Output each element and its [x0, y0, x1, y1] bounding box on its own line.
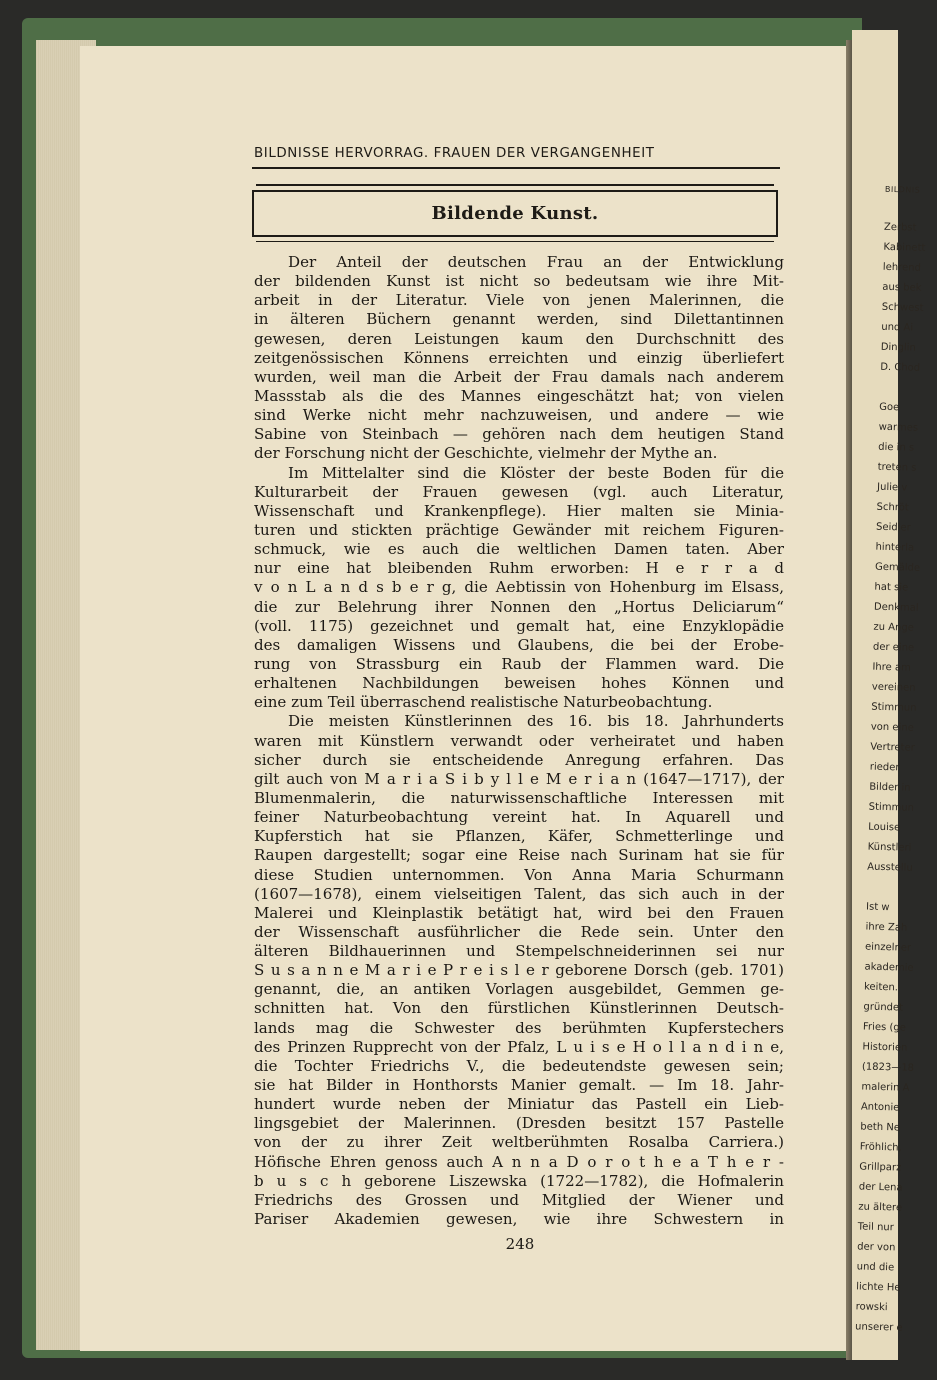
adjacent-page-line: rowski — [855, 1301, 888, 1314]
text-line: Massstab als die des Mannes eingeschätzt hat; von vielen — [254, 386, 784, 405]
text-line: Der Anteil der deutschen Frau an der Entwicklung — [288, 253, 784, 271]
adjacent-page-line: keiten. — [863, 981, 899, 994]
adjacent-page-line: aus bek — [882, 281, 922, 294]
text-line: feiner Naturbeobachtung vereint hat. In Aquarell und — [254, 808, 784, 827]
adjacent-page-line: vereinen — [871, 681, 916, 694]
adjacent-page-line: einzelner — [864, 941, 912, 954]
text-line: schnitten hat. Von den fürstlichen Künstlerinnen Deutsch- — [254, 999, 784, 1018]
adjacent-page-line: Fries (ge — [862, 1021, 906, 1034]
adjacent-page-line: akademie — [864, 961, 914, 974]
adjacent-page-line: Gemälde — [874, 561, 921, 574]
adjacent-page-line: malerin A — [861, 1081, 910, 1094]
text-line: (voll. 1175) gezeichnet und gemalt hat, eine Enzyklopädie — [254, 616, 784, 635]
adjacent-page-line: von eine — [870, 721, 914, 734]
adjacent-page-line: Künstleri — [867, 841, 912, 854]
text-line: Malerei und Kleinplastik betätigt hat, wird bei den Frauen — [254, 903, 784, 922]
text-line: Kupferstich hat sie Pflanzen, Käfer, Schmetterlinge und — [254, 827, 784, 846]
adjacent-page-line: Ihre am — [872, 661, 911, 674]
text-line: Sabine von Steinbach — gehören nach dem heutigen Stand — [254, 425, 784, 444]
text-line: genannt, die, an antiken Vorlagen ausgebildet, Gemmen ge- — [254, 980, 784, 999]
adjacent-page-line: Stimmun — [871, 701, 917, 714]
adjacent-page-line: Goe — [879, 401, 900, 414]
adjacent-page-line: hinterla — [875, 541, 915, 554]
adjacent-page-line: Schröt — [876, 501, 909, 514]
text-line: turen und stickten prächtige Gewänder mit reichem Figuren- — [254, 520, 784, 539]
text-line: zeitgenössischen Könnens erreichten und einzig überliefert — [254, 348, 784, 367]
adjacent-page-line: Grillparz — [859, 1161, 902, 1174]
adjacent-page-line: Ist w — [865, 901, 890, 914]
adjacent-page-text — [854, 180, 926, 1338]
text-line: von der zu ihrer Zeit weltberühmten Rosalba Carriera.) — [254, 1133, 784, 1152]
adjacent-page-line: lehrend — [882, 261, 922, 274]
header-rule — [252, 167, 780, 169]
adjacent-page-line: ihre Zah — [865, 921, 908, 934]
adjacent-page-line: Historien — [862, 1041, 908, 1054]
text-line: Raupen dargestellt; sogar eine Reise nach Surinam hat sie für — [254, 846, 784, 865]
adjacent-page-line: Seidler — [875, 521, 911, 534]
adjacent-page-line: (1823—18 — [861, 1061, 915, 1074]
text-line: eine zum Teil überraschend realistische Naturbeobachtung. — [254, 693, 713, 712]
adjacent-page-line: und die — [856, 1261, 895, 1274]
adjacent-page — [852, 30, 926, 1360]
text-line: S u s a n n e M a r i e P r e i s l e r geborene Dorsch (geb. 1701) — [254, 961, 784, 980]
adjacent-page-line: Vertreter — [870, 741, 915, 754]
text-line: Kulturarbeit der Frauen gewesen (vgl. auch Literatur, — [254, 482, 784, 501]
text-line: nur eine hat bleibenden Ruhm erworben: H e r r a d — [254, 559, 784, 578]
adjacent-page-line: D. Chod — [880, 361, 921, 374]
text-line: gilt auch von M a r i a S i b y l l e M e r i a n (1647—1717), der — [254, 769, 784, 788]
adjacent-page-line — [866, 878, 897, 899]
text-line: in älteren Büchern genannt werden, sind Dilettantinnen — [254, 310, 784, 329]
text-line: sind Werke nicht mehr nachzuweisen, und andere — wie — [254, 406, 784, 425]
adjacent-page-line — [879, 378, 910, 399]
adjacent-page-line: Julie v — [876, 481, 908, 494]
adjacent-page-line: beth Ne — [860, 1121, 901, 1134]
adjacent-page-line: Stimmun — [868, 801, 915, 814]
adjacent-page-line: Kabinett — [883, 241, 926, 254]
page-number: 248 — [505, 1235, 535, 1253]
adjacent-page-line: der eine — [872, 641, 915, 654]
section-title-box — [252, 190, 778, 237]
text-line: diese Studien unternommen. Von Anna Maria Schurmann — [254, 865, 784, 884]
text-line: Die meisten Künstlerinnen des 16. bis 18. Jahrhunderts — [288, 712, 784, 731]
adjacent-page-line: Zerbst — [883, 221, 917, 234]
adjacent-page-line: die in s — [878, 441, 915, 454]
text-line: sie hat Bilder in Honthorsts Manier gemalt. — Im 18. Jahr- — [254, 1076, 784, 1095]
text-line: der Forschung nicht der Geschichte, vielmehr der Mythe an. — [254, 444, 718, 463]
text-line: die zur Belehrung ihrer Nonnen den „Hortus Deliciarum“ — [254, 597, 784, 616]
adjacent-page-header: BILDNIS — [884, 184, 921, 195]
text-line: Friedrichs des Grossen und Mitglied der Wiener und — [254, 1190, 784, 1209]
adjacent-page-line: Fröhlich, — [859, 1141, 902, 1154]
adjacent-page-line: rieder — [869, 761, 900, 774]
text-line: hundert wurde neben der Miniatur das Pastell ein Lieb- — [254, 1095, 784, 1114]
text-line: die Tochter Friedrichs V., die bedeutendste gewesen sein; — [254, 1056, 784, 1075]
adjacent-page-line: der von — [857, 1241, 896, 1254]
adjacent-page-line: hat sie — [874, 581, 909, 594]
body-text — [254, 253, 784, 1229]
text-line: schmuck, wie es auch die weltlichen Damen taten. Aber — [254, 540, 784, 559]
adjacent-page-line: zu Ange — [873, 621, 915, 634]
text-line: lands mag die Schwester des berühmten Kupferstechers — [254, 1018, 784, 1037]
text-line: erhaltenen Nachbildungen beweisen hohes Können und — [254, 674, 784, 693]
section-title: Bildende Kunst. — [431, 203, 599, 224]
text-line: Wissenschaft und Krankenpflege). Hier malten sie Minia- — [254, 501, 784, 520]
text-line: älteren Bildhauerinnen und Stempelschneiderinnen sei nur — [254, 942, 784, 961]
text-line: Im Mittelalter sind die Klöster der beste Boden für die — [288, 463, 784, 482]
running-header: BILDNISSE HERVORRAG. FRAUEN DER VERGANGENHEIT — [254, 146, 655, 161]
text-line: der Wissenschaft ausführlicher die Rede sein. Unter den — [254, 922, 784, 941]
text-line: Höfische Ehren genoss auch A n n a D o r o t h e a T h e r - — [254, 1152, 784, 1171]
text-line: Pariser Akademien gewesen, wie ihre Schwestern in — [254, 1210, 784, 1229]
adjacent-page-line: der Lena — [858, 1181, 903, 1194]
adjacent-page-line: Bilder in — [869, 781, 911, 794]
adjacent-page-line: Antonie — [860, 1101, 900, 1114]
adjacent-page-line: Denkmal — [873, 601, 919, 614]
text-line: gewesen, deren Leistungen kaum den Durchschnitt des — [254, 329, 784, 348]
adjacent-page-line: Teil nur — [857, 1221, 894, 1234]
text-line: v o n L a n d s b e r g, die Aebtissin von Hohenburg im Elsass, — [254, 578, 784, 597]
text-line: (1607—1678), einem vielseitigen Talent, das sich auch in der — [254, 884, 784, 903]
text-line: sicher durch sie entscheidende Anregung erfahren. Das — [254, 750, 784, 769]
text-line: b u s c h geborene Liszewska (1722—1782), die Hofmalerin — [254, 1171, 784, 1190]
adjacent-page-line: warmes — [878, 421, 919, 434]
text-line: wurden, weil man die Arbeit der Frau damals nach anderem — [254, 367, 784, 386]
adjacent-page-line: zu ältere — [858, 1201, 903, 1214]
adjacent-page-line: Ausstellu — [867, 861, 913, 874]
text-line: der bildenden Kunst ist nicht so bedeutsam wie ihre Mit- — [254, 272, 784, 291]
text-line: rung von Strassburg ein Raub der Flammen ward. Die — [254, 654, 784, 673]
adjacent-page-line: Dinglin — [880, 341, 916, 354]
adjacent-page-line: treten s — [877, 461, 917, 474]
adjacent-page-line: unserer e — [854, 1321, 903, 1334]
text-line: des Prinzen Rupprecht von der Pfalz, L u i s e H o l l a n d i n e, — [254, 1037, 784, 1056]
adjacent-page-line: Schwest — [881, 301, 924, 314]
adjacent-page-line: Louise — [868, 821, 901, 834]
adjacent-page-line: gründet — [863, 1001, 904, 1014]
text-line: waren mit Künstlern verwandt oder verheiratet und haben — [254, 731, 784, 750]
text-line: arbeit in der Literatur. Viele von jenen Malerinnen, die — [254, 291, 784, 310]
text-line: Blumenmalerin, die naturwissenschaftliche Interessen mit — [254, 788, 784, 807]
text-line: lingsgebiet der Malerinnen. (Dresden besitzt 157 Pastelle — [254, 1114, 784, 1133]
text-line: des damaligen Wissens und Glaubens, die bei der Erobe- — [254, 635, 784, 654]
adjacent-page-line: und Ai — [881, 321, 914, 334]
adjacent-page-line: lichte He — [856, 1281, 901, 1294]
